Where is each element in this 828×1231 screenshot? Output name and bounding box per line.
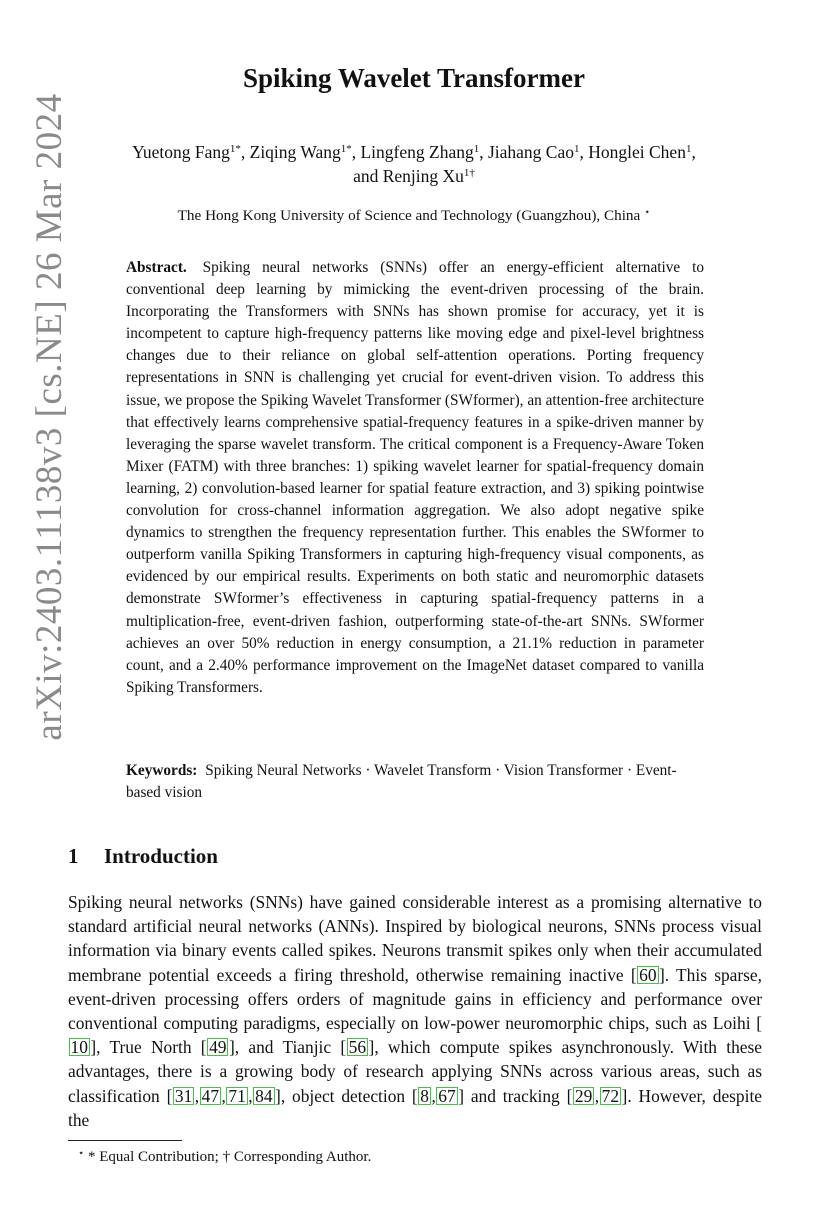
author-name: Yuetong Fang [132,142,230,162]
section-title: Introduction [104,844,218,868]
citation-link[interactable]: 72 [601,1085,620,1106]
author-affiliation-mark: 1* [340,143,352,155]
citation-link[interactable]: 10 [70,1037,88,1058]
intro-text: ], True North [ [90,1037,207,1058]
keywords-text: Spiking Neural Networks · Wavelet Transform · Vision Transformer · Event-based vision [126,762,677,802]
citation-link[interactable]: 56 [348,1037,367,1058]
intro-text: , [194,1085,200,1106]
citation-link[interactable]: 71 [228,1085,246,1106]
intro-text: ]. This sparse, event-driven processing offers orders of magnitude gains in efficiency and performance over conventional computing paradigms, especially on low-power neuromorphic chips, such as Loihi [ [68,964,763,1034]
author-name: Ziqing Wang [249,142,341,162]
arxiv-identifier: arXiv:2403.11138v3 [cs.NE] 26 Mar 2024 [29,93,70,741]
citation-link[interactable]: 31 [174,1085,193,1106]
author-separator: , [691,142,696,162]
author-separator: , [579,142,589,162]
intro-text: , [221,1085,226,1106]
affiliation-mark: ⋆ [644,207,651,218]
citation-link[interactable]: 47 [201,1085,220,1106]
section-number: 1 [68,844,79,868]
intro-text: , [248,1085,253,1106]
arxiv-identifier-sidebar [26,62,74,772]
keywords-label: Keywords: [126,762,198,779]
author-name: Lingfeng Zhang [360,142,474,162]
paper-title: Spiking Wavelet Transformer [242,63,585,93]
author-name: Jiahang Cao [487,142,574,162]
intro-text: , [594,1085,600,1106]
affiliation-text: The Hong Kong University of Science and Technology (Guangzhou), China [177,207,641,224]
author-separator: , [351,142,361,162]
abstract-text: Spiking neural networks (SNNs) offer an energy-efficient alternative to conventional deep learning by mimicking the event-driven processing of the brain. Incorporating the Transformers with SNNs has shown promise for accuracy, yet it is incompetent to capture high-frequency patterns like moving edge and pixel-level brightness changes due to their reliance on global self-attention operations. Porting frequency representations in SNN is challenging yet crucial for event-driven vision. To address this issue, we propose the Spiking Wavelet Transformer (SWformer), an attention-free architecture that effectively learns comprehensive spatial-frequency features in a spike-driven manner by leveraging the sparse wavelet transform. The critical component is a Frequency-Aware Token Mixer (FATM) with three branches: 1) spiking wavelet learner for spatial-frequency domain learning, 2) convolution-based learner for spatial feature extraction, and 3) spiking pointwise convolution for cross-channel information aggregation. We also adopt negative spike dynamics to strengthen the frequency representation further. This enables the SWformer to outperform vanilla Spiking Transformers in capturing high-frequency visual components, as evidenced by our empirical results. Experiments on both static and neuromorphic datasets demonstrate SWformer’s effectiveness in capturing spatial-frequency patterns in a multiplication-free, event-driven fashion, outperforming state-of-the-art SNNs. SWformer achieves an over 50% reduction in energy consumption, a 21.1% reduction in parameter count, and a 2.40% performance improvement on the ImageNet dataset compared to vanilla Spiking Transformers. [126,259,704,696]
citation-link[interactable]: 49 [209,1037,227,1058]
citation-link[interactable]: 84 [255,1085,273,1106]
intro-text: ] and tracking [ [458,1085,573,1106]
affiliation [80,205,748,227]
author-list [80,140,748,188]
section-heading [68,842,760,870]
author-affiliation-mark: 1* [229,143,241,155]
keywords [126,760,704,804]
author-separator: , [479,142,488,162]
author-affiliation-mark: 1† [463,167,475,179]
author-affiliation-mark: 1 [574,143,580,155]
author-name: and Renjing Xu [353,166,464,186]
intro-text: ]. However, despite the [68,1085,763,1130]
author-affiliation-mark: 1 [685,143,692,155]
abstract-label: Abstract. [126,259,187,276]
author-name: Honglei Chen [588,142,686,162]
intro-text: ], which compute spikes asynchronously. With these advantages, there is a growing body of research applying SNNs across various areas, such as classification [ [68,1037,762,1106]
citation-link[interactable]: 8 [420,1085,429,1106]
author-affiliation-mark: 1 [473,143,480,155]
citation-link[interactable]: 67 [438,1085,456,1106]
author-separator: , [240,142,250,162]
footnote-text: * Equal Contribution; † Corresponding Author. [88,1149,372,1165]
intro-text: , [431,1085,436,1106]
intro-text: ], and Tianjic [ [228,1037,347,1058]
footnote-divider [68,1140,182,1141]
intro-text: ], object detection [ [275,1085,418,1106]
footnote [68,1146,772,1168]
abstract [126,257,704,699]
citation-link[interactable]: 60 [639,964,657,985]
intro-text: Spiking neural networks (SNNs) have gained considerable interest as a promising alternative to standard artificial neural networks (ANNs). Inspired by biological neurons, SNNs process visual information via binary events called spikes. Neurons transmit spikes only when their accumulated membrane potential exceeds a firing threshold, otherwise remaining inactive [ [68,892,762,985]
citation-link[interactable]: 29 [574,1085,593,1106]
footnote-mark: ⋆ [78,1148,85,1159]
introduction-paragraph [68,890,762,1132]
